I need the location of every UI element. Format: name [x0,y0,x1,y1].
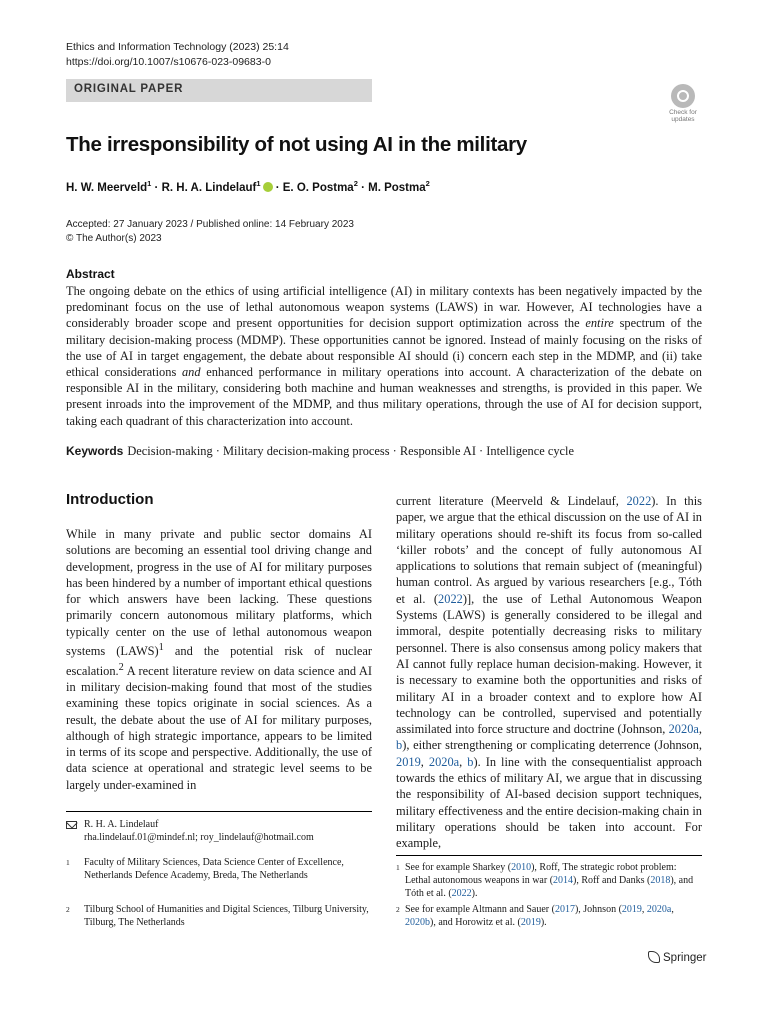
abstract-heading: Abstract [66,267,115,281]
citation-link[interactable]: 2022 [438,591,463,606]
citation-link[interactable]: 2022 [451,888,472,899]
paper-title: The irresponsibility of not using AI in the military [66,133,527,156]
author-list: H. W. Meerveld$^1$ · R. H. A. Lindelauf$^1$ · E. O. Postma$^2$ · M. Postma$^2$ [66,179,430,194]
publisher-logo [648,951,706,964]
citation-link[interactable]: 2020a [428,754,460,769]
article-type-label: ORIGINAL PAPER [74,83,184,95]
body-text-left-column: While in many private and public sector domains AI solutions are becoming an essential tool driving change and development, progress in the use of AI for military purposes has been hindered by a number of important ethical questions for which answers have been lacking. These questions primarily concern autonomous military platforms, which typically center on the use of lethal autonomous weapon systems (LAWS)$^1$ and the potential risk of nuclear escalation.$^2$ A recent literature review on data science and AI in military decision-making found that most of the studies examining these topics originate in social sciences. As a result, the debate about the use of AI for military purposes, although of high strategic importance, appears to be limited in terms of its scope and perspective. Additionally, the use of data science at operational and strategic level seems to be largely under-examined in [66,527,372,792]
citation-link[interactable]: 2017 [554,904,575,915]
affiliation-2: 2 Tilburg School of Humanities and Digital Sciences, Tilburg University, Tilburg, The Netherlands [66,904,369,928]
citation-link[interactable]: 2014 [553,875,574,886]
journal-header [66,40,289,70]
publication-dates [66,218,354,246]
footnote-divider [66,811,372,812]
citation-link[interactable]: 2020b [405,917,430,928]
author-name[interactable]: H. W. Meerveld [66,181,148,194]
citation-link[interactable]: 2019 [520,917,541,928]
citation-link[interactable]: b [467,754,474,769]
citation-link[interactable]: 2020a [668,722,699,737]
author-name[interactable]: R. H. A. Lindelauf [161,181,257,194]
doi-link[interactable]: https://doi.org/10.1007/s10676-023-09683-0 [66,56,271,68]
accepted-published-date: Accepted: 27 January 2023 / Published online: 14 February 2023 [66,219,354,230]
keywords-label: Keywords [66,444,124,458]
footnote-ref[interactable]: 1 [158,642,164,654]
footnote-ref[interactable]: 2 [118,661,124,673]
keywords [66,444,574,459]
citation-link[interactable]: b [396,738,403,753]
springer-horse-icon [648,951,660,963]
copyright-notice: © The Author(s) 2023 [66,233,162,244]
author-name[interactable]: E. O. Postma [282,181,354,194]
abstract-text: The ongoing debate on the ethics of using artificial intelligence (AI) in military contexts has been negatively impacted by the predominant focus on the use of lethal autonomous weapon systems (LAWS) in war. However, AI technologies have a considerably broader scope and present opportunities for decision support optimization across the entire spectrum of the military decision-making process (MDMP). These opportunities cannot be ignored. Instead of mainly focusing on the risks of the use of AI in target engagement, the debate about responsible AI should (i) concern each step in the MDMP, and (ii) take ethical considerations and enhanced performance in military operations into account. A characterization of the debate on responsible AI in the military, considering both machine and human weaknesses and strengths, is provided in this paper. We present inroads into the improvement of the MDMP, and thus military operations, through the use of AI for decision support, taking each quadrant of this characterization into account. [66,284,703,428]
footnote-2: 2 See for example Altmann and Sauer (2017), Johnson (2019, 2020a, 2020b), and Horowitz et al. (2019). [396,904,674,928]
footnote-1: 1 See for example Sharkey (2010), Roff, The strategic robot problem: Lethal autonomous weapons in war (2014), Roff and Danks (2018), and Tóth et al. (2022). [396,862,694,899]
footnote-divider [396,855,702,856]
corresponding-author: R. H. A. Lindelauf [84,819,159,830]
keywords-list: Decision-making · Military decision-making process · Responsible AI · Intelligence cycle [127,444,574,458]
correspondence-note [66,818,372,844]
check-for-updates-text: Check for updates [669,109,697,123]
check-for-updates-badge[interactable] [664,84,702,124]
journal-citation: Ethics and Information Technology (2023) 25:14 [66,41,289,53]
author-name[interactable]: M. Postma [368,181,426,194]
body-text-right-column: current literature (Meerveld & Lindelauf, 2022). In this paper, we argue that the ethical discussion on the use of AI in military operations should re-shift its focus from so-called ‘killer robots’ and the concept of fully autonomous AI applications to solutions that remain subject of (meaningful) human control. As argued by various researchers [e.g., Tóth et al. (2022)], the use of Lethal Autonomous Weapon Systems (LAWS) is generally considered to be illegal and immoral, despite potentially decreasing risks to military personnel. There is also consensus among policy makers that AI cannot fully replace human decision-making. However, it is necessary to examine both the opportunities and risks of military AI in a broader context and to explore how AI technology can be controlled, supervised and potentially assimilated into force structure and doctrine (Johnson, 2020a, b), either strengthening or complicating deterrence (Johnson, 2019, 2020a, b). In line with the consequentialist approach towards the ethics of military AI, we argue that in discussing the responsibility of AI-based decision support techniques, military effectiveness and the entire decision-making chain in military operations should be taken into account. For example, [396,494,703,851]
citation-link[interactable]: 2010 [511,862,532,873]
citation-link[interactable]: 2022 [626,494,652,508]
introduction-heading: Introduction [66,491,154,508]
check-for-updates-icon [671,84,695,108]
corresponding-email[interactable]: rha.lindelauf.01@mindef.nl; roy_lindelauf@hotmail.com [84,832,314,843]
citation-link[interactable]: 2020a [646,904,672,915]
envelope-icon [66,821,77,829]
publisher-name: Springer [663,952,707,964]
orcid-icon[interactable] [263,182,273,192]
citation-link[interactable]: 2018 [650,875,671,886]
citation-link[interactable]: 2019 [621,904,642,915]
affiliation-1: 1 Faculty of Military Sciences, Data Science Center of Excellence, Netherlands Defence Academy, Breda, The Netherlands [66,857,344,881]
citation-link[interactable]: 2019 [396,754,421,769]
article-type-ribbon [66,79,372,102]
